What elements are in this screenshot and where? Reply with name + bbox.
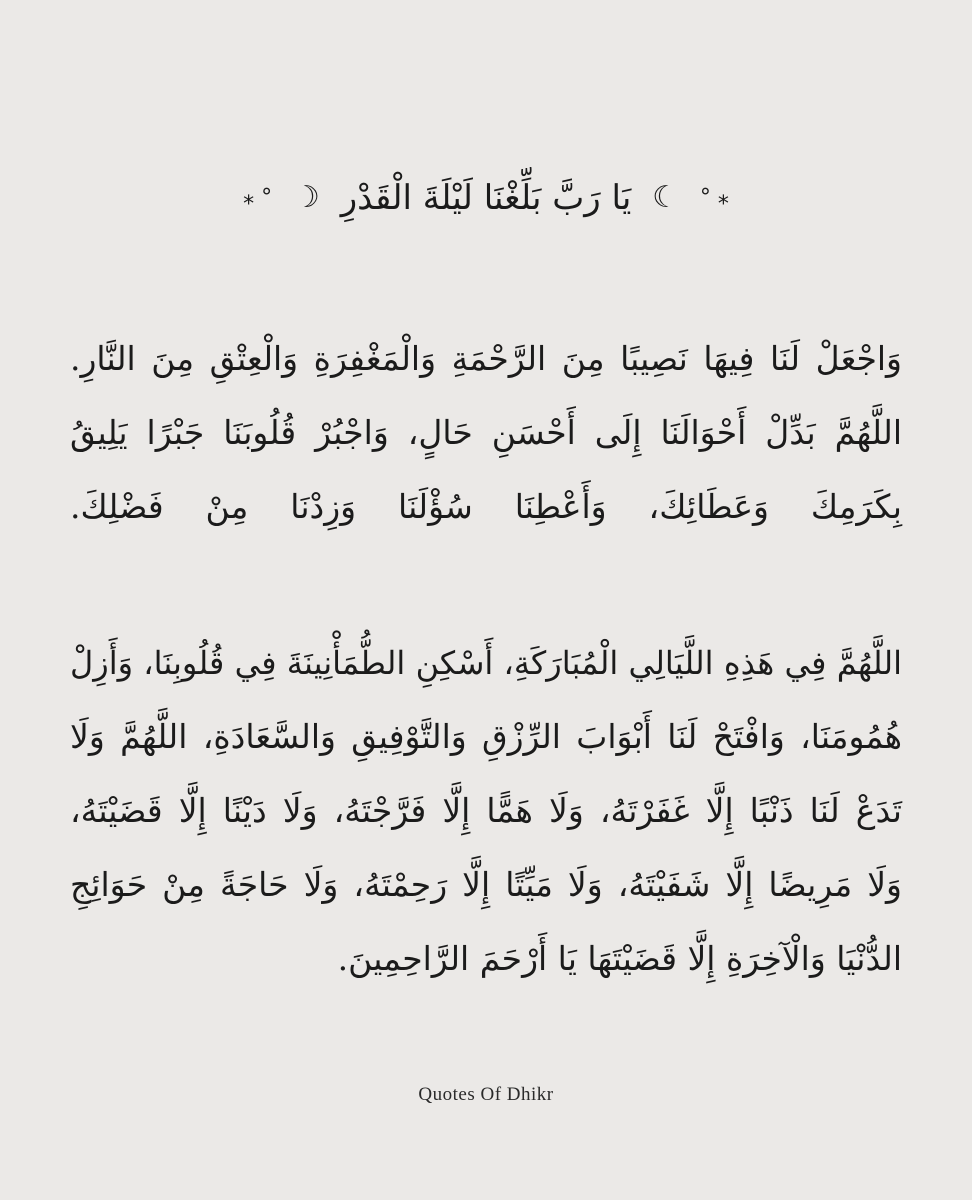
dua-line: هُمُومَنَا، وَافْتَحْ لَنَا أَبْوَابَ الرِّزْقِ وَالتَّوْفِيقِ وَالسَّعَادَةِ، اللَّهُمَّ وَلَا — [70, 717, 902, 756]
page-title: يَا رَبَّ بَلِّغْنَا لَيْلَةَ الْقَدْرِ — [340, 178, 632, 218]
dua-paragraph-2 — [70, 626, 902, 996]
brand-footer: Quotes Of Dhikr — [418, 1084, 554, 1105]
dua-line: وَاجْعَلْ لَنَا فِيهَا نَصِيبًا مِنَ الرَّحْمَةِ وَالْمَغْفِرَةِ وَالْعِتْقِ مِنَ النَّارِ. — [70, 339, 902, 378]
dua-paragraph-1 — [70, 322, 902, 544]
crescent-right-icon: ☾ — [652, 180, 680, 215]
ornament-left: ° ⁎ — [243, 185, 273, 210]
ornament-right: ⁎ ° — [699, 185, 729, 210]
dua-line: بِكَرَمِكَ وَعَطَائِكَ، وَأَعْطِنَا سُؤْلَنَا وَزِدْنَا مِنْ فَضْلِكَ. — [70, 487, 902, 526]
dua-line: اللَّهُمَّ فِي هَذِهِ اللَّيَالِي الْمُبَارَكَةِ، أَسْكِنِ الطُّمَأْنِينَةَ فِي قُلُوبِنَا، وَأَزِلْ — [70, 644, 902, 682]
dua-line: وَلَا مَرِيضًا إِلَّا شَفَيْتَهُ، وَلَا مَيِّتًا إِلَّا رَحِمْتَهُ، وَلَا حَاجَةً مِنْ حَوَائِجِ — [70, 865, 902, 904]
title-row — [0, 166, 972, 226]
dua-line: الدُّنْيَا وَالْآخِرَةِ إِلَّا قَضَيْتَهَا يَا أَرْحَمَ الرَّاحِمِينَ. — [337, 939, 902, 978]
dua-line: تَدَعْ لَنَا ذَنْبًا إِلَّا غَفَرْتَهُ، وَلَا هَمًّا إِلَّا فَرَّجْتَهُ، وَلَا دَيْنًا إِلَّا قَضَيْتَهُ، — [70, 791, 902, 830]
dua-line: اللَّهُمَّ بَدِّلْ أَحْوَالَنَا إِلَى أَحْسَنِ حَالٍ، وَاجْبُرْ قُلُوبَنَا جَبْرًا يَلِيقُ — [70, 413, 902, 452]
crescent-left-icon: ☽ — [292, 180, 320, 215]
